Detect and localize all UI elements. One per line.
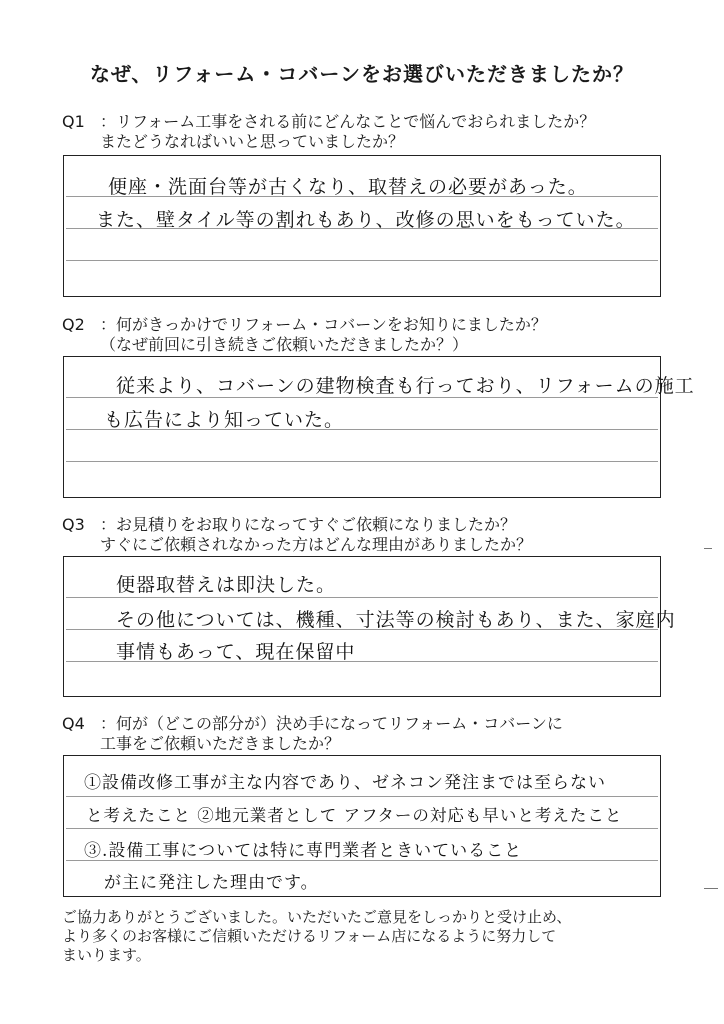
answer-box-3 [63,556,676,697]
question-subtext: （なぜ前回に引き続きご依頼いただきましたか？） [100,335,469,354]
answer-line: と考えたこと ②地元業者として アフターの対応も早いと考えたこと [86,806,623,825]
closing-line: ご協力ありがとうございました。いただいたご意見をしっかりと受け止め、 [62,908,572,926]
answer-line: も広告により知っていた。 [104,409,345,431]
question-number: Q3 [62,515,85,534]
question-subtext: またどうなればいいと思っていましたか？ [100,132,405,151]
question-subtext: すぐにご依頼されなかった方はどんな理由がありましたか？ [100,535,533,554]
answer-box-4 [63,755,661,897]
question-2 [62,315,662,355]
answer-line: また、壁タイル等の割れもあり、改修の思いをもっていた。 [96,209,636,231]
question-1 [62,112,662,152]
question-number: Q1 [62,112,85,131]
answer-line: が主に発注した理由です。 [104,873,319,893]
answer-line: ③.設備工事については特に専門業者ときいていること [84,841,523,861]
closing-message [62,908,662,965]
answer-box-2 [63,356,695,498]
question-number: Q4 [62,714,85,733]
question-number: Q2 [62,315,85,334]
scan-mark [704,888,718,889]
page-title: なぜ、リフォーム・コバーンをお選びいただきましたか？ [90,62,634,86]
answer-line: その他については、機種、寸法等の検討もあり、また、家庭内 [116,609,676,631]
question-3 [62,515,662,555]
answer-box-1 [63,155,661,297]
question-text: ：お見積りをお取りになってすぐご依頼になりましたか？ [100,515,517,534]
answer-line: ①設備改修工事が主な内容であり、ゼネコン発注までは至らない [84,773,606,793]
closing-line: まいります。 [62,946,151,964]
question-4 [62,714,662,754]
scan-mark [704,548,712,549]
closing-line: より多くのお客様にご信頼いただけるリフォーム店になるように努力して [62,927,557,945]
question-subtext: 工事をご依頼いただきましたか？ [100,734,341,753]
answer-line: 便器取替えは即決した。 [116,574,337,596]
question-text: ：何がきっかけでリフォーム・コバーンをお知りにましたか？ [100,315,547,334]
answer-line: 従来より、コバーンの建物検査も行っており、リフォームの施工 [116,375,695,397]
question-text: ：リフォーム工事をされる前にどんなことで悩んでおられましたか？ [100,112,596,131]
question-text: ：何が（どこの部分が）決め手になってリフォーム・コバーンに [100,714,563,733]
answer-line: 便座・洗面台等が古くなり、取替えの必要があった。 [108,176,588,198]
answer-line: 事情もあって、現在保留中 [116,641,356,663]
